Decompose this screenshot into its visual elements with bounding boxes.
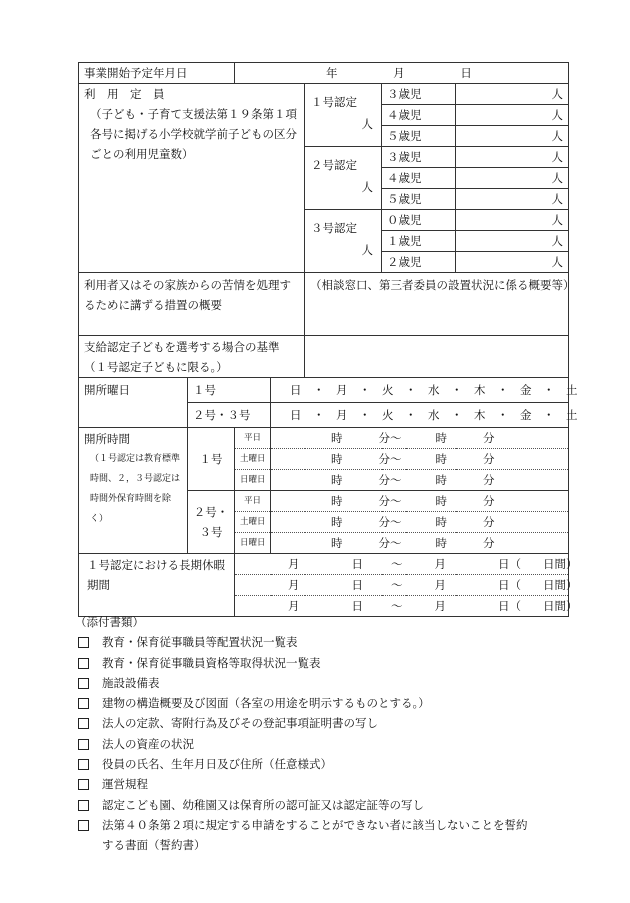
hours-day-label: 日曜日 [235, 470, 271, 491]
hours-day-label: 土曜日 [235, 512, 271, 533]
capacity-group-1-unit: 人 [361, 117, 373, 131]
tilde-label: 〜 [391, 578, 403, 592]
capacity-age-label: ２歳児 [382, 252, 456, 273]
capacity-group-3-unit: 人 [361, 243, 373, 257]
attachment-label: 建物の構造概要及び図面（各室の用途を明示するものとする。） [102, 696, 430, 711]
hour-label: 時 [435, 515, 447, 529]
minute-from-label: 分〜 [378, 494, 402, 508]
attachment-label: 法人の定款、寄附行為及びその登記事項証明書の写し [102, 716, 378, 731]
holiday-label: １号認定における長期休暇期間 [79, 554, 235, 617]
hours-label: 開所時間 [84, 432, 130, 446]
attachment-label: 教育・保育従事職員等配置状況一覧表 [102, 635, 298, 650]
minute-from-label: 分〜 [378, 536, 402, 550]
capacity-count-field[interactable]: 人 [456, 189, 569, 210]
hour-label: 時 [331, 473, 343, 487]
year-label: 年 [326, 66, 338, 80]
hours-time-field[interactable] [271, 533, 569, 554]
attachment-label: 役員の氏名、生年月日及び住所（任意様式） [102, 757, 332, 772]
checkbox-icon[interactable] [78, 678, 89, 689]
hours-time-field[interactable] [271, 470, 569, 491]
hour-label: 時 [435, 494, 447, 508]
hours-day-label: 日曜日 [235, 533, 271, 554]
minute-from-label: 分〜 [378, 431, 402, 445]
day-label: 日 [351, 578, 363, 592]
hours-time-field[interactable] [271, 449, 569, 470]
month-label: 月 [434, 599, 446, 613]
attachments-title: （添付書類） [75, 615, 144, 629]
checkbox-icon[interactable] [78, 637, 89, 648]
checkbox-icon[interactable] [78, 779, 89, 790]
days-close-label: 日間） [543, 557, 578, 571]
attachments-section [75, 612, 528, 856]
hour-label: 時 [435, 536, 447, 550]
attachment-label: 法人の資産の状況 [102, 736, 194, 751]
capacity-count-field[interactable]: 人 [456, 231, 569, 252]
capacity-age-label: ５歳児 [382, 189, 456, 210]
capacity-age-label: ５歳児 [382, 126, 456, 147]
capacity-count-field[interactable]: 人 [456, 168, 569, 189]
attachment-label-continued: する書面（誓約書） [102, 838, 206, 853]
attachment-item [78, 713, 528, 733]
attachment-item [78, 754, 528, 774]
checkbox-icon[interactable] [78, 759, 89, 770]
attachment-item [78, 632, 528, 652]
checkbox-icon[interactable] [78, 800, 89, 811]
hours-note: （１号認定は教育標準時間、２，３号認定は時間外保育時間を除く） [90, 454, 181, 524]
checkbox-icon[interactable] [78, 698, 89, 709]
complaint-row [79, 273, 569, 336]
month-label: 月 [393, 66, 405, 80]
hour-label: 時 [435, 431, 447, 445]
checkbox-icon[interactable] [78, 658, 89, 669]
days-open-label: 日（ [498, 557, 521, 571]
attachment-label: 法第４０条第２項に規定する申請をすることができない者に該当しないことを誓約 [102, 817, 528, 832]
capacity-age-label: ０歳児 [382, 210, 456, 231]
start-date-row [79, 63, 569, 84]
month-label: 月 [288, 599, 300, 613]
capacity-group-1-label: １号認定 [311, 95, 357, 109]
hour-label: 時 [331, 494, 343, 508]
start-date-field[interactable] [235, 63, 569, 84]
capacity-age-label: ３歳児 [382, 84, 456, 105]
days-selector[interactable]: 日 ・ 月 ・ 火 ・ 水 ・ 木 ・ 金 ・ 土 [271, 378, 569, 403]
days-type-label: １号 [188, 378, 271, 403]
start-date-label: 事業開始予定年月日 [79, 63, 235, 84]
attachment-label: 運営規程 [102, 777, 148, 792]
days-open-label: 日（ [498, 599, 521, 613]
checkbox-icon[interactable] [78, 718, 89, 729]
minute-label: 分 [483, 494, 495, 508]
facility-info-table [78, 62, 578, 617]
capacity-count-field[interactable]: 人 [456, 126, 569, 147]
hours-group-2-label: ２号・３号 [188, 491, 235, 554]
checkbox-icon[interactable] [78, 820, 89, 831]
hour-label: 時 [435, 452, 447, 466]
capacity-title: 利 用 定 員 [84, 87, 165, 101]
days-close-label: 日間） [543, 599, 578, 613]
hour-label: 時 [331, 515, 343, 529]
month-label: 月 [288, 557, 300, 571]
hours-label-cell [79, 428, 188, 554]
capacity-age-label: ４歳児 [382, 168, 456, 189]
capacity-count-field[interactable]: 人 [456, 147, 569, 168]
complaint-label: 利用者又はその家族からの苦情を処理するために講ずる措置の概要 [79, 273, 305, 336]
days-label: 開所曜日 [79, 378, 188, 428]
days-type-label: ２号・３号 [188, 403, 271, 428]
minute-label: 分 [483, 431, 495, 445]
attachment-item [78, 774, 528, 794]
minute-label: 分 [483, 452, 495, 466]
minute-from-label: 分〜 [378, 473, 402, 487]
capacity-note: （子ども・子育て支援法第１９条第１項各号に掲げる小学校就学前子どもの区分ごとの利用児童数） [90, 107, 297, 161]
hours-day-label: 土曜日 [235, 449, 271, 470]
selection-row [79, 336, 569, 378]
tilde-label: 〜 [391, 599, 403, 613]
capacity-age-label: ３歳児 [382, 147, 456, 168]
days-row-1 [79, 378, 569, 403]
holiday-period-field[interactable] [235, 554, 578, 575]
attachment-item [78, 673, 528, 693]
capacity-count-field[interactable]: 人 [456, 105, 569, 126]
capacity-label-cell [79, 84, 305, 273]
hours-group-1-label: １号 [188, 428, 235, 491]
capacity-age-label: １歳児 [382, 231, 456, 252]
capacity-group-3-label: ３号認定 [311, 221, 357, 235]
attachments-list [78, 632, 528, 855]
attachment-item [78, 734, 528, 754]
selection-field[interactable] [305, 336, 569, 378]
capacity-group-2-unit: 人 [361, 180, 373, 194]
month-label: 月 [288, 578, 300, 592]
minute-label: 分 [483, 515, 495, 529]
capacity-count-field[interactable]: 人 [456, 84, 569, 105]
day-label: 日 [351, 557, 363, 571]
attachment-label: 教育・保育従事職員資格等取得状況一覧表 [102, 655, 321, 670]
days-open-label: 日（ [498, 578, 521, 592]
day-label: 日 [460, 66, 472, 80]
capacity-age-label: ４歳児 [382, 105, 456, 126]
capacity-group-3 [305, 210, 382, 273]
hours-day-label: 平日 [235, 428, 271, 449]
minute-from-label: 分〜 [378, 452, 402, 466]
complaint-note: （相談窓口、第三者委員の設置状況に係る概要等） [310, 278, 575, 292]
hours-time-field[interactable] [271, 512, 569, 533]
day-label: 日 [351, 599, 363, 613]
capacity-group-1 [305, 84, 382, 147]
hours-time-field[interactable] [271, 428, 569, 449]
minute-from-label: 分〜 [378, 515, 402, 529]
capacity-count-field[interactable]: 人 [456, 210, 569, 231]
attachment-label: 施設設備表 [102, 675, 160, 690]
checkbox-icon[interactable] [78, 739, 89, 750]
hour-label: 時 [331, 431, 343, 445]
days-close-label: 日間） [543, 578, 578, 592]
capacity-group-2-label: ２号認定 [311, 158, 357, 172]
holiday-period-field[interactable] [235, 575, 578, 596]
selection-label: 支給認定子どもを選考する場合の基準（１号認定子どもに限る。） [79, 336, 305, 378]
tilde-label: 〜 [391, 557, 403, 571]
capacity-group-2 [305, 147, 382, 210]
minute-label: 分 [483, 536, 495, 550]
hours-day-label: 平日 [235, 491, 271, 512]
attachment-item [78, 693, 528, 713]
attachment-item [78, 795, 528, 815]
minute-label: 分 [483, 473, 495, 487]
capacity-count-field[interactable]: 人 [456, 252, 569, 273]
hour-label: 時 [331, 536, 343, 550]
complaint-field[interactable] [305, 273, 575, 336]
month-label: 月 [434, 578, 446, 592]
attachment-item [78, 653, 528, 673]
days-selector[interactable]: 日 ・ 月 ・ 火 ・ 水 ・ 木 ・ 金 ・ 土 [271, 403, 569, 428]
month-label: 月 [434, 557, 446, 571]
hour-label: 時 [435, 473, 447, 487]
hour-label: 時 [331, 452, 343, 466]
attachment-label: 認定こども園、幼稚園又は保育所の認可証又は認定証等の写し [102, 797, 424, 812]
hours-time-field[interactable] [271, 491, 569, 512]
attachment-item [78, 815, 528, 856]
